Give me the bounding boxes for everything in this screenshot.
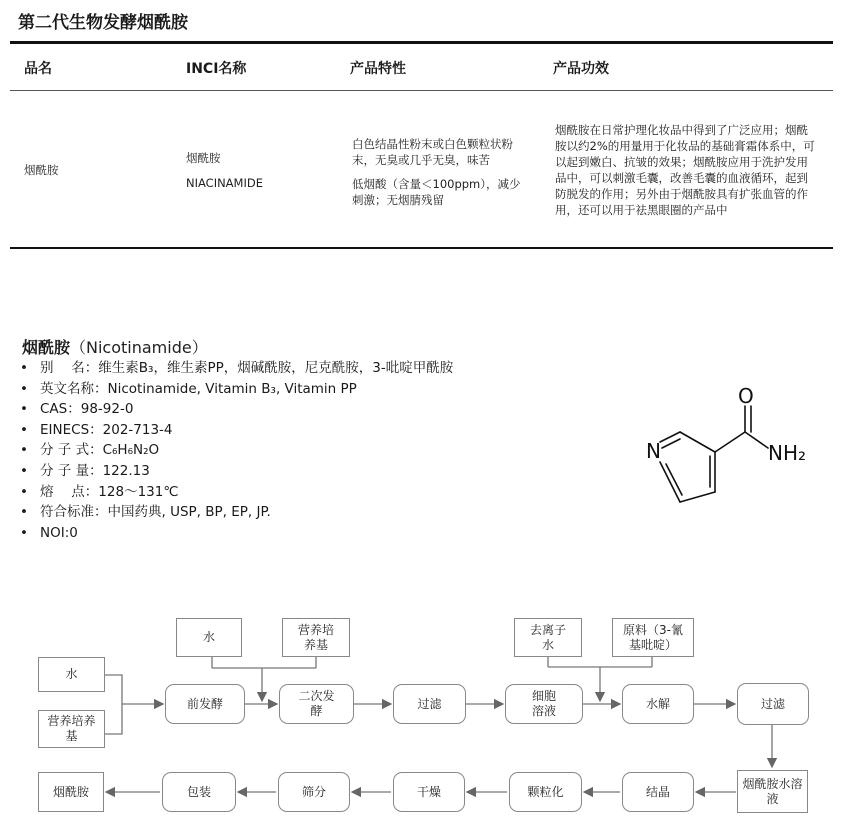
section-title-english: （Nicotinamide） xyxy=(70,338,208,357)
einecs-value: 202-713-4 xyxy=(102,421,173,438)
flow-nicotinamide-solution: 烟酰胺水溶液 xyxy=(737,770,808,813)
flow-filter-1: 过滤 xyxy=(393,684,466,724)
cell-inci-en: NIACINAMIDE xyxy=(186,176,263,190)
flow-water-top: 水 xyxy=(176,618,242,657)
col-header-name: 品名 xyxy=(24,61,52,77)
english-name-value: Nicotinamide, Vitamin B₃, Vitamin PP xyxy=(107,380,357,397)
list-item: • 别 名：维生素B₃，维生素PP，烟碱酰胺，尼克酰胺，3-吡啶甲酰胺 xyxy=(20,360,454,376)
col-header-inci: INCI名称 xyxy=(186,61,247,77)
flow-package: 包装 xyxy=(162,772,236,812)
flow-cell-lysis: 细胞溶液 xyxy=(505,684,583,724)
flow-hydrolysis: 水解 xyxy=(622,684,694,724)
flow-sieve: 筛分 xyxy=(278,772,350,812)
amine-label: NH₂ xyxy=(768,441,807,465)
list-item: • 分 子 式：C₆H₆N₂O xyxy=(20,442,160,459)
cell-inci-cn: 烟酰胺 xyxy=(186,151,221,165)
flow-medium-top: 营养培养基 xyxy=(282,618,350,657)
list-item: • CAS：98-92-0 xyxy=(20,401,134,418)
table-header-rule xyxy=(10,90,833,91)
flow-dry: 干燥 xyxy=(393,772,465,812)
cell-property-2: 低烟酸（含量＜100ppm），减少刺激；无烟腈残留 xyxy=(352,177,521,207)
section-title xyxy=(22,335,208,358)
list-item: • NOI:0 xyxy=(20,524,78,541)
alias-value: 维生素B₃，维生素PP，烟碱酰胺，尼克酰胺，3-吡啶甲酰胺 xyxy=(98,360,454,376)
molecular-weight-value: 122.13 xyxy=(102,462,150,479)
table-top-rule xyxy=(10,41,833,44)
cell-property-1: 白色结晶性粉末或白色颗粒状粉末，无臭或几乎无臭，味苦 xyxy=(352,137,513,167)
flow-deionized-water: 去离子水 xyxy=(514,618,582,657)
page-title: 第二代生物发酵烟酰胺 xyxy=(18,13,188,33)
list-item: • 分 子 量：122.13 xyxy=(20,462,150,479)
flow-granulate: 颗粒化 xyxy=(509,772,582,812)
cell-product-name: 烟酰胺 xyxy=(24,163,59,177)
cas-value: 98-92-0 xyxy=(80,401,134,418)
flow-crystallize: 结晶 xyxy=(622,772,694,812)
col-header-efficacy: 产品功效 xyxy=(553,61,609,77)
list-item: • 熔 点：128～131℃ xyxy=(20,483,179,500)
property-list xyxy=(20,358,453,543)
flow-water-left: 水 xyxy=(38,657,105,692)
list-item: • 英文名称：Nicotinamide, Vitamin B₃, Vitamin PP xyxy=(20,380,357,397)
list-item: • 符合标准：中国药典, USP, BP, EP, JP. xyxy=(20,504,271,521)
list-item: • EINECS：202-713-4 xyxy=(20,421,173,438)
noi-value: 0 xyxy=(69,524,78,541)
flow-product: 烟酰胺 xyxy=(38,772,104,812)
flow-pre-ferment: 前发酵 xyxy=(165,684,245,724)
flow-filter-2: 过滤 xyxy=(737,683,809,725)
flow-raw-material: 原料（3-氰基吡啶） xyxy=(612,618,694,657)
col-header-property: 产品特性 xyxy=(350,61,406,77)
ring-nitrogen-label: N xyxy=(646,439,661,463)
flow-second-ferment: 二次发酵 xyxy=(279,684,354,724)
standards-value: 中国药典, USP, BP, EP, JP. xyxy=(107,504,271,521)
formula-value: C₆H₆N₂O xyxy=(102,442,160,459)
flow-medium-left: 营养培养基 xyxy=(38,710,105,748)
nicotinamide-structure xyxy=(630,378,830,518)
table-bottom-rule xyxy=(10,247,833,249)
section-title-name: 烟酰胺 xyxy=(22,338,71,357)
cell-efficacy: 烟酰胺在日常护理化妆品中得到了广泛应用；烟酰胺以约2%的用量用于化妆品的基础膏霜体系中，可以起到嫩白、抗皱的效果；烟酰胺应用于洗护发用品中，可以刺激毛囊，改善毛囊的血液循环，起到防脱发的作用；另外由于烟酰胺具有扩张血管的作用，还可以用于祛黑眼圈的产品中 xyxy=(555,123,815,217)
oxygen-label: O xyxy=(738,384,754,408)
melting-point-value: 128～131℃ xyxy=(98,483,179,500)
